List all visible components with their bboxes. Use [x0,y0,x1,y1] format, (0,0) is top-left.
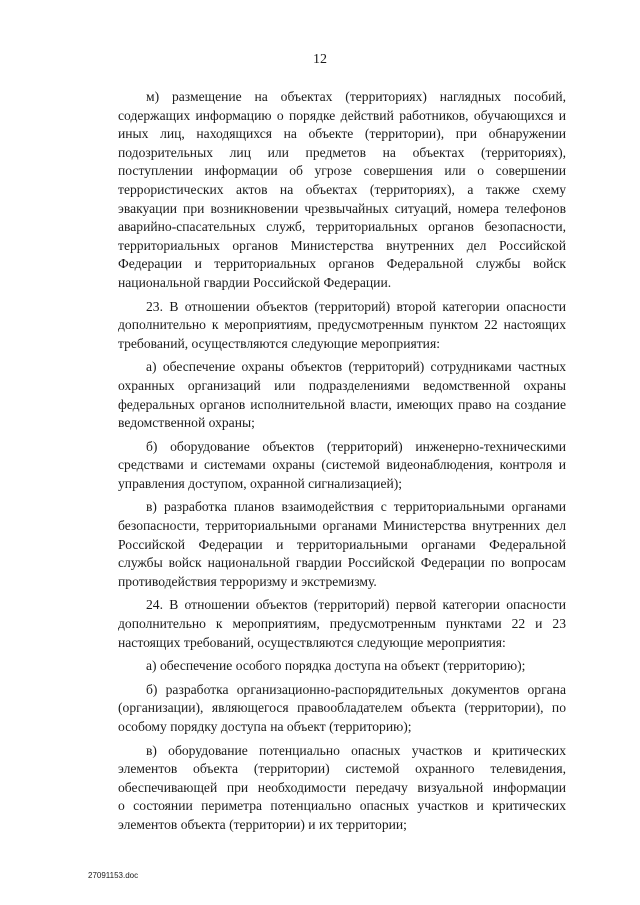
paragraph-line: о состоянии периметра потенциально опасных участков и критических [118,798,566,814]
paragraph-line: а) обеспечение охраны объектов (территорий) сотрудниками частных [146,359,566,375]
paragraph-line: эвакуации при возникновении чрезвычайных ситуаций, номера телефонов [118,200,566,216]
paragraph-line: территориальных органов Министерства внутренних дел Российской [118,237,566,253]
paragraph-line: иных лиц, находящихся на объекте (территории), при обнаружении [118,126,566,142]
paragraph-line: в) оборудование потенциально опасных участков и критических [146,742,566,758]
paragraph-line: настоящих требований, осуществляются следующие мероприятия: [118,634,506,650]
paragraph-line: содержащих информацию о порядке действий работников, обучающихся и [118,107,566,123]
paragraph-line: дополнительно к мероприятиям, предусмотренным пунктом 22 настоящих [118,317,566,333]
paragraph-line: м) размещение на объектах (территориях) наглядных пособий, [146,89,566,104]
paragraph-line: (организации), являющегося правообладателем объекта (территории), по [118,700,566,716]
paragraph-line: б) разработка организационно-распорядительных документов органа [146,681,566,697]
paragraph-line: 24. В отношении объектов (территорий) первой категории опасности [146,597,566,613]
paragraph-line: Российской Федерации и территориальными органами Федеральной [118,536,566,552]
paragraph-line: национальной гвардии Российской Федерации. [118,274,392,290]
paragraph-line: ведомственной охраны; [118,415,255,431]
paragraph-line: средствами и системами охраны (системой видеонаблюдения, контроля и [118,457,566,473]
paragraph-line: безопасности, территориальными органами Министерства внутренних дел [118,518,566,534]
paragraph-line: обеспечивающей при необходимости передачу визуальной информации [118,779,566,795]
footer-filename: 27091153.doc [88,871,139,880]
paragraph-line: требований, осуществляются следующие мероприятия: [118,335,440,351]
paragraph-line: элементов объекта (территории) системой охранного телевидения, [118,761,566,777]
paragraph-line: управления доступом, охранной сигнализацией); [118,475,403,491]
paragraph-line: подозрительных лиц или предметов на объектах (территориях), [118,144,566,160]
paragraph-line: службы войск национальной гвардии Российской Федерации по вопросам [118,555,566,571]
paragraph-line: элементов объекта (территории) и их территории; [118,816,407,832]
paragraph-line: террористических актов на объектах (территориях), а также схему [118,181,566,197]
paragraph-line: б) оборудование объектов (территорий) инженерно-техническими [146,438,566,454]
paragraph-line: а) обеспечение особого порядка доступа на объект (территорию); [146,658,526,674]
paragraph-line: дополнительно к мероприятиям, предусмотренным пунктами 22 и 23 [118,616,566,632]
paragraph-line: особому порядку доступа на объект (территорию); [118,719,412,734]
paragraph-line: аварийно-спасательных служб, территориальных органов безопасности, [118,219,566,235]
document-body [118,88,566,835]
paragraph-line: в) разработка планов взаимодействия с территориальными органами [146,499,566,515]
paragraph-line: 23. В отношении объектов (территорий) второй категории опасности [146,298,566,314]
paragraph-line: Федерации и территориальных органов Федеральной службы войск [118,256,566,272]
paragraph-line: федеральных органов исполнительной власти, имеющих право на создание [118,396,566,412]
page-number: 12 [313,52,327,67]
paragraph-line: поступлении информации об угрозе совершения или о совершении [118,163,566,179]
paragraph-line: охранных организаций или подразделениями ведомственной охраны [118,377,566,393]
paragraph-line: противодействия терроризму и экстремизму. [118,573,377,589]
